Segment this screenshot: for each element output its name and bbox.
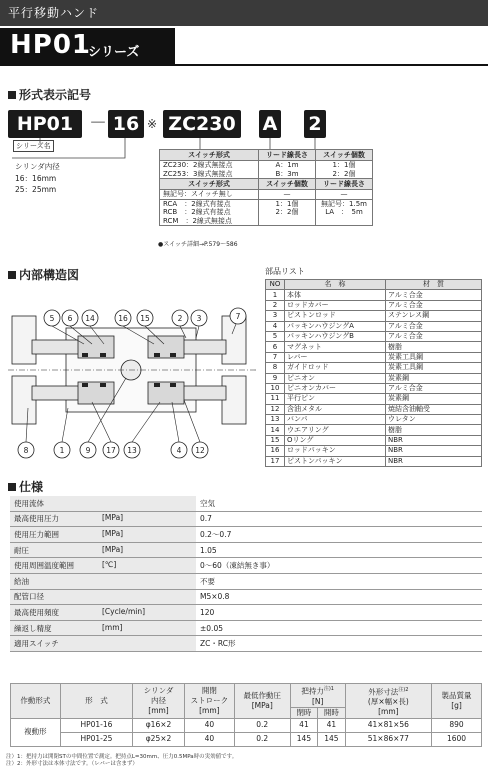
parts-cell-name: バンパ xyxy=(285,415,386,425)
parts-cell-material: NBR xyxy=(386,435,482,445)
model-cell: 40 xyxy=(184,718,234,732)
spec-value: 不要 xyxy=(196,573,482,589)
parts-cell-name: ガイドロッド xyxy=(285,363,386,373)
category-title: 平行移動ハンド xyxy=(8,6,100,20)
model-row xyxy=(11,732,482,746)
parts-cell-material: NBR xyxy=(386,456,482,466)
model-cell: 40 xyxy=(184,732,234,746)
series-suffix: シリーズ xyxy=(88,45,140,60)
parts-cell-no: 14 xyxy=(266,425,285,435)
internal-structure-diagram xyxy=(8,298,258,468)
model-cell: 41 xyxy=(290,718,317,732)
model-cell: 0.2 xyxy=(234,732,290,746)
spec-row xyxy=(10,558,482,574)
parts-cell-no: 15 xyxy=(266,435,285,445)
model-header-bore: シリンダ 内径 [mm] xyxy=(133,684,185,719)
parts-header-name: 名 称 xyxy=(285,280,386,290)
series-name-label: シリーズ名 xyxy=(13,140,54,152)
parts-header-no: NO xyxy=(266,280,285,290)
switch-cell: 1：1個 2：2個 xyxy=(316,161,373,179)
model-header-grip-close: 閉時 xyxy=(290,707,317,718)
switch-header-count: スイッチ個数 xyxy=(316,150,373,161)
model-header-mass: 製品質量 [g] xyxy=(432,684,482,719)
parts-header-material: 材 質 xyxy=(386,280,482,290)
callout-1: 1 xyxy=(59,446,65,455)
spec-row xyxy=(10,636,482,652)
parts-cell-material: 炭素鋼 xyxy=(386,394,482,404)
callout-7: 7 xyxy=(235,312,241,321)
callout-9: 9 xyxy=(85,446,91,455)
spec-value: 0.7 xyxy=(196,511,482,527)
callout-3: 3 xyxy=(196,314,202,323)
parts-cell-name: 平行ピン xyxy=(285,394,386,404)
footnote-2: 注）2：外形寸法は本体寸法です。（レバーは含まず） xyxy=(6,761,138,767)
switch-header-lead-2: リード線長さ xyxy=(316,179,373,190)
spec-label-cell xyxy=(10,589,196,605)
parts-row xyxy=(266,363,482,373)
parts-cell-material: アルミ合金 xyxy=(386,290,482,300)
parts-row xyxy=(266,456,482,466)
model-cell: φ25×2 xyxy=(133,732,185,746)
parts-table xyxy=(265,279,482,467)
spec-row xyxy=(10,620,482,636)
model-cell: 145 xyxy=(290,732,317,746)
parts-cell-material: アルミ合金 xyxy=(386,321,482,331)
piston-right-bottom xyxy=(148,382,184,404)
rod-left-bottom xyxy=(32,386,82,400)
spec-label: 耐圧 xyxy=(14,545,29,555)
parts-cell-material: 樹脂 xyxy=(386,425,482,435)
parts-cell-name: Oリング xyxy=(285,435,386,445)
model-table xyxy=(10,683,482,747)
parts-row xyxy=(266,425,482,435)
parts-row xyxy=(266,321,482,331)
structure-section-heading xyxy=(8,266,79,283)
model-cell: φ16×2 xyxy=(133,718,185,732)
parts-list-title: 部品リスト xyxy=(265,267,305,276)
switch-cell: ZC230：2線式無接点 ZC253：3線式無接点 xyxy=(160,161,259,179)
parts-cell-material: アルミ合金 xyxy=(386,300,482,310)
rod-right-top xyxy=(180,340,226,354)
parts-cell-name: 含油メタル xyxy=(285,404,386,414)
switch-cell: 無記号：1.5m LA ： 5m xyxy=(316,199,373,226)
parts-row xyxy=(266,383,482,393)
spec-table xyxy=(10,496,482,652)
spec-label-cell xyxy=(10,573,196,589)
parts-cell-material: アルミ合金 xyxy=(386,383,482,393)
spec-unit: [Cycle/min] xyxy=(102,606,146,616)
spec-label: 繰返し精度 xyxy=(14,623,52,633)
code-bore: 16 xyxy=(108,110,144,138)
parts-row xyxy=(266,352,482,362)
parts-cell-material: 焼結含油軸受 xyxy=(386,404,482,414)
parts-cell-name: ピストンロッド xyxy=(285,311,386,321)
bore-option-25: 25：25mm xyxy=(15,185,57,194)
parts-cell-no: 12 xyxy=(266,404,285,414)
callout-4: 4 xyxy=(176,446,182,455)
code-count: 2 xyxy=(304,110,326,138)
spec-row xyxy=(10,496,482,511)
callout-5: 5 xyxy=(49,314,55,323)
parts-row xyxy=(266,415,482,425)
spec-row xyxy=(10,527,482,543)
callout-12: 12 xyxy=(195,446,205,455)
spec-label: 適用スイッチ xyxy=(14,639,59,649)
seal-mark xyxy=(82,353,88,357)
parts-cell-no: 6 xyxy=(266,342,285,352)
footnote-1: 注）1：把持力は開閉STの中間位置で測定。把持点L=30mm、圧力0.5MPa時の実効値です。 xyxy=(6,754,238,760)
model-cell: 890 xyxy=(432,718,482,732)
model-cell: 41 xyxy=(318,718,345,732)
square-bullet-icon xyxy=(8,483,16,491)
model-header-grip: 把持力$^{注)1}$ [N] xyxy=(290,684,345,708)
bore-option-16: 16：16mm xyxy=(15,174,57,183)
spec-label-cell xyxy=(10,605,196,621)
model-header-stroke: 開閉 ストローク [mm] xyxy=(184,684,234,719)
square-bullet-icon xyxy=(8,271,16,279)
spec-value: ±0.05 xyxy=(196,620,482,636)
spec-value: 0.2～0.7 xyxy=(196,527,482,543)
spec-unit: [MPa] xyxy=(102,528,124,538)
spec-label-cell xyxy=(10,636,196,652)
switch-header-lead: リード線長さ xyxy=(259,150,316,161)
spec-unit: [mm] xyxy=(102,622,123,632)
spec-label: 配管口径 xyxy=(14,592,44,602)
series-code: HP01 xyxy=(10,30,91,60)
bore-label: シリンダ内径 xyxy=(15,162,60,171)
switch-table xyxy=(159,149,373,226)
parts-cell-material: ステンレス鋼 xyxy=(386,311,482,321)
model-header-action: 作動形式 xyxy=(11,684,61,719)
parts-cell-material: NBR xyxy=(386,446,482,456)
spec-value: M5×0.8 xyxy=(196,589,482,605)
spec-row xyxy=(10,511,482,527)
parts-cell-name: レバー xyxy=(285,352,386,362)
model-cell: 0.2 xyxy=(234,718,290,732)
spec-unit: [MPa] xyxy=(102,544,124,554)
switch-header-count-2: スイッチ個数 xyxy=(259,179,316,190)
parts-row xyxy=(266,300,482,310)
spec-label-cell xyxy=(10,496,196,511)
parts-cell-no: 10 xyxy=(266,383,285,393)
spec-value: 120 xyxy=(196,605,482,621)
parts-cell-no: 1 xyxy=(266,290,285,300)
code-separator-dash: － xyxy=(89,113,107,134)
parts-cell-name: パッキンハウジングB xyxy=(285,331,386,341)
seal-mark xyxy=(154,383,160,387)
spec-label-cell xyxy=(10,527,196,543)
spec-label-cell xyxy=(10,558,196,574)
spec-value: 0～60（凍結無き事） xyxy=(196,558,482,574)
switch-cell: 無記号：スイッチ無し xyxy=(160,190,259,200)
parts-row xyxy=(266,311,482,321)
spec-row xyxy=(10,605,482,621)
parts-cell-material: 炭素工具鋼 xyxy=(386,352,482,362)
spec-label: 使用圧力範囲 xyxy=(14,529,59,539)
switch-cell: — xyxy=(259,190,316,200)
seal-mark xyxy=(170,353,176,357)
piston-right-top xyxy=(148,336,184,358)
parts-cell-no: 2 xyxy=(266,300,285,310)
parts-cell-no: 13 xyxy=(266,415,285,425)
parts-cell-name: 本体 xyxy=(285,290,386,300)
switch-header-type: スイッチ形式 xyxy=(160,150,259,161)
switch-note: ●スイッチ詳細→P.579～586 xyxy=(158,241,238,248)
model-cell: HP01-16 xyxy=(60,718,132,732)
parts-cell-material: 樹脂 xyxy=(386,342,482,352)
model-cell: 51×86×77 xyxy=(345,732,431,746)
structure-section-title: 内部構造図 xyxy=(19,268,80,282)
seal-mark xyxy=(100,383,106,387)
spec-label-cell xyxy=(10,620,196,636)
switch-cell: RCA ：2線式有接点 RCB ：2線式有接点 RCM ：2線式無接点 xyxy=(160,199,259,226)
model-header-grip-open: 開時 xyxy=(318,707,345,718)
spec-label-cell xyxy=(10,542,196,558)
parts-row xyxy=(266,342,482,352)
parts-row xyxy=(266,331,482,341)
spec-unit: [℃] xyxy=(102,560,117,570)
parts-row xyxy=(266,394,482,404)
seal-mark xyxy=(154,353,160,357)
switch-cell: A：1m B：3m xyxy=(259,161,316,179)
spec-label-cell xyxy=(10,511,196,527)
parts-cell-no: 4 xyxy=(266,321,285,331)
callout-15: 15 xyxy=(140,314,150,323)
spec-section-heading xyxy=(8,478,43,495)
seal-mark xyxy=(100,353,106,357)
callout-17: 17 xyxy=(106,446,116,455)
parts-cell-no: 3 xyxy=(266,311,285,321)
code-separator-mark: ※ xyxy=(147,117,158,131)
parts-cell-material: 炭素鋼 xyxy=(386,373,482,383)
spec-label: 使用流体 xyxy=(14,498,44,508)
spec-label: 給油 xyxy=(14,576,29,586)
spec-value: ZC・RC形 xyxy=(196,636,482,652)
model-cell: 145 xyxy=(318,732,345,746)
parts-cell-name: パッキンハウジングA xyxy=(285,321,386,331)
code-switch: ZC230 xyxy=(163,110,241,138)
parts-cell-no: 17 xyxy=(266,456,285,466)
spec-row xyxy=(10,542,482,558)
parts-row xyxy=(266,435,482,445)
rod-left-top xyxy=(32,340,82,354)
model-cell: 1600 xyxy=(432,732,482,746)
callout-6: 6 xyxy=(67,314,73,323)
parts-row xyxy=(266,404,482,414)
parts-cell-name: ロッドカバー xyxy=(285,300,386,310)
spec-row xyxy=(10,589,482,605)
code-lead: A xyxy=(259,110,281,138)
spec-section-title: 仕様 xyxy=(19,480,44,494)
callout-8: 8 xyxy=(23,446,29,455)
rod-right-bottom xyxy=(180,386,226,400)
model-cell: 41×81×56 xyxy=(345,718,431,732)
parts-cell-name: ウエアリング xyxy=(285,425,386,435)
parts-cell-name: ピニオン xyxy=(285,373,386,383)
spec-label: 最高使用圧力 xyxy=(14,514,59,524)
seal-mark xyxy=(170,383,176,387)
parts-cell-no: 16 xyxy=(266,446,285,456)
parts-cell-material: アルミ合金 xyxy=(386,331,482,341)
model-header-dimensions: 外形寸法$^{注)2}$ (厚×幅×長) [mm] xyxy=(345,684,431,719)
spec-value: 1.05 xyxy=(196,542,482,558)
parts-row xyxy=(266,446,482,456)
parts-cell-name: ロッドパッキン xyxy=(285,446,386,456)
spec-label: 最高使用頻度 xyxy=(14,607,59,617)
parts-cell-material: 炭素工具鋼 xyxy=(386,363,482,373)
spec-label: 使用周囲温度範囲 xyxy=(14,561,74,571)
switch-header-type-2: スイッチ形式 xyxy=(160,179,259,190)
code-series: HP01 xyxy=(8,110,82,138)
callout-14: 14 xyxy=(85,314,95,323)
spec-row xyxy=(10,573,482,589)
callout-16: 16 xyxy=(118,314,128,323)
parts-row xyxy=(266,373,482,383)
parts-cell-no: 7 xyxy=(266,352,285,362)
model-header-min-pressure: 最低作動圧 [MPa] xyxy=(234,684,290,719)
seal-mark xyxy=(82,383,88,387)
spec-unit: [MPa] xyxy=(102,513,124,523)
model-header-model: 形 式 xyxy=(60,684,132,719)
switch-cell: — xyxy=(316,190,373,200)
switch-cell: 1：1個 2：2個 xyxy=(259,199,316,226)
model-action-type: 複動形 xyxy=(11,718,61,746)
parts-cell-no: 5 xyxy=(266,331,285,341)
parts-row xyxy=(266,290,482,300)
parts-cell-no: 9 xyxy=(266,373,285,383)
callout-13: 13 xyxy=(127,446,137,455)
model-row xyxy=(11,718,482,732)
parts-cell-name: ピストンパッキン xyxy=(285,456,386,466)
parts-cell-no: 8 xyxy=(266,363,285,373)
model-cell: HP01-25 xyxy=(60,732,132,746)
callout-2: 2 xyxy=(177,314,183,323)
parts-cell-name: マグネット xyxy=(285,342,386,352)
spec-value: 空気 xyxy=(196,496,482,511)
parts-cell-material: ウレタン xyxy=(386,415,482,425)
model-section-title: 形式表示記号 xyxy=(19,88,92,102)
parts-cell-no: 11 xyxy=(266,394,285,404)
parts-cell-name: ピニオンカバー xyxy=(285,383,386,393)
